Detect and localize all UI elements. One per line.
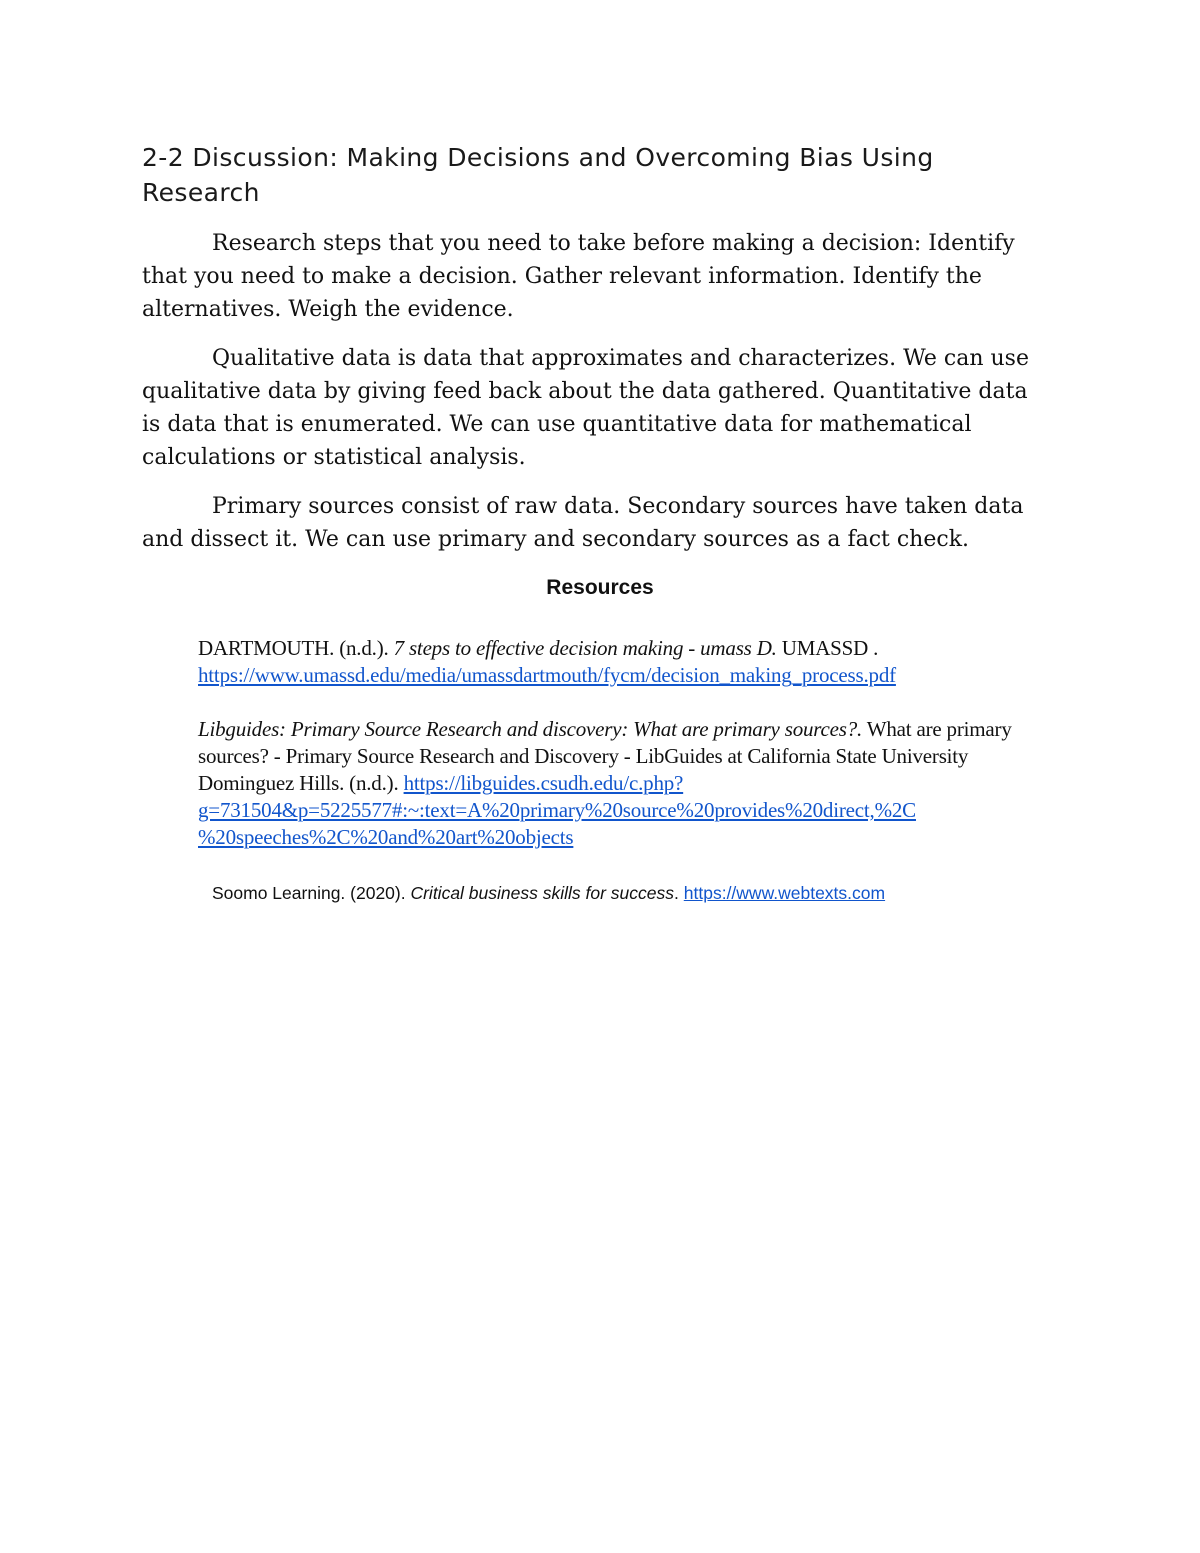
reference-dartmouth <box>198 635 1068 689</box>
reference-punct: . <box>674 883 679 903</box>
paragraph-primary-secondary <box>142 490 1042 556</box>
paragraph-text: Qualitative data is data that approximates and characterizes. We can use qualitative data by giving feed back about the data gathered. Quantitative data is data that is enumerated. We can use quantitative data for mathematical calculations or statistical analysis. <box>142 346 1029 470</box>
reference-author: DARTMOUTH. (n.d.). <box>198 636 389 660</box>
reference-title: Libguides: Primary Source Research and discovery: What are primary sources?. <box>198 717 863 741</box>
resources-heading: Resources <box>546 576 654 599</box>
reference-description: What are primary sources? - Primary Source Research and Discovery - LibGuides at California State University Dominguez Hills. (n.d.). <box>198 717 1012 795</box>
reference-link[interactable]: https://www.webtexts.com <box>683 883 886 903</box>
reference-link-part: %20speeches%2C%20and%20art%20objects <box>198 825 574 849</box>
reference-link-part: https://libguides.csudh.edu/c.php? <box>403 771 684 795</box>
reference-author: Soomo Learning. (2020). <box>212 883 406 903</box>
paragraph-qualitative-quantitative <box>142 342 1042 474</box>
paragraph-text: Primary sources consist of raw data. Secondary sources have taken data and dissect it. We can use primary and secondary sources as a fact check. <box>142 494 1024 552</box>
reference-title: Critical business skills for success <box>410 883 675 903</box>
reference-link[interactable]: https://www.umassd.edu/media/umassdartmouth/fycm/decision_making_process.pdf <box>198 663 896 687</box>
reference-title: 7 steps to effective decision making - umass D. <box>393 636 777 660</box>
paragraph-research-steps <box>142 227 1042 326</box>
paragraph-text: Research steps that you need to take before making a decision: Identify that you need to make a decision. Gather relevant information. Identify the alternatives. Weigh the evidence. <box>142 231 1015 322</box>
reference-publisher: UMASSD . <box>781 636 879 660</box>
document-title: 2-2 Discussion: Making Decisions and Overcoming Bias Using Research <box>142 143 934 207</box>
reference-link-part: g=731504&p=5225577#:~:text=A%20primary%20source%20provides%20direct,%2C <box>198 798 916 822</box>
reference-soomo <box>212 880 1112 906</box>
reference-libguides <box>198 716 1068 851</box>
